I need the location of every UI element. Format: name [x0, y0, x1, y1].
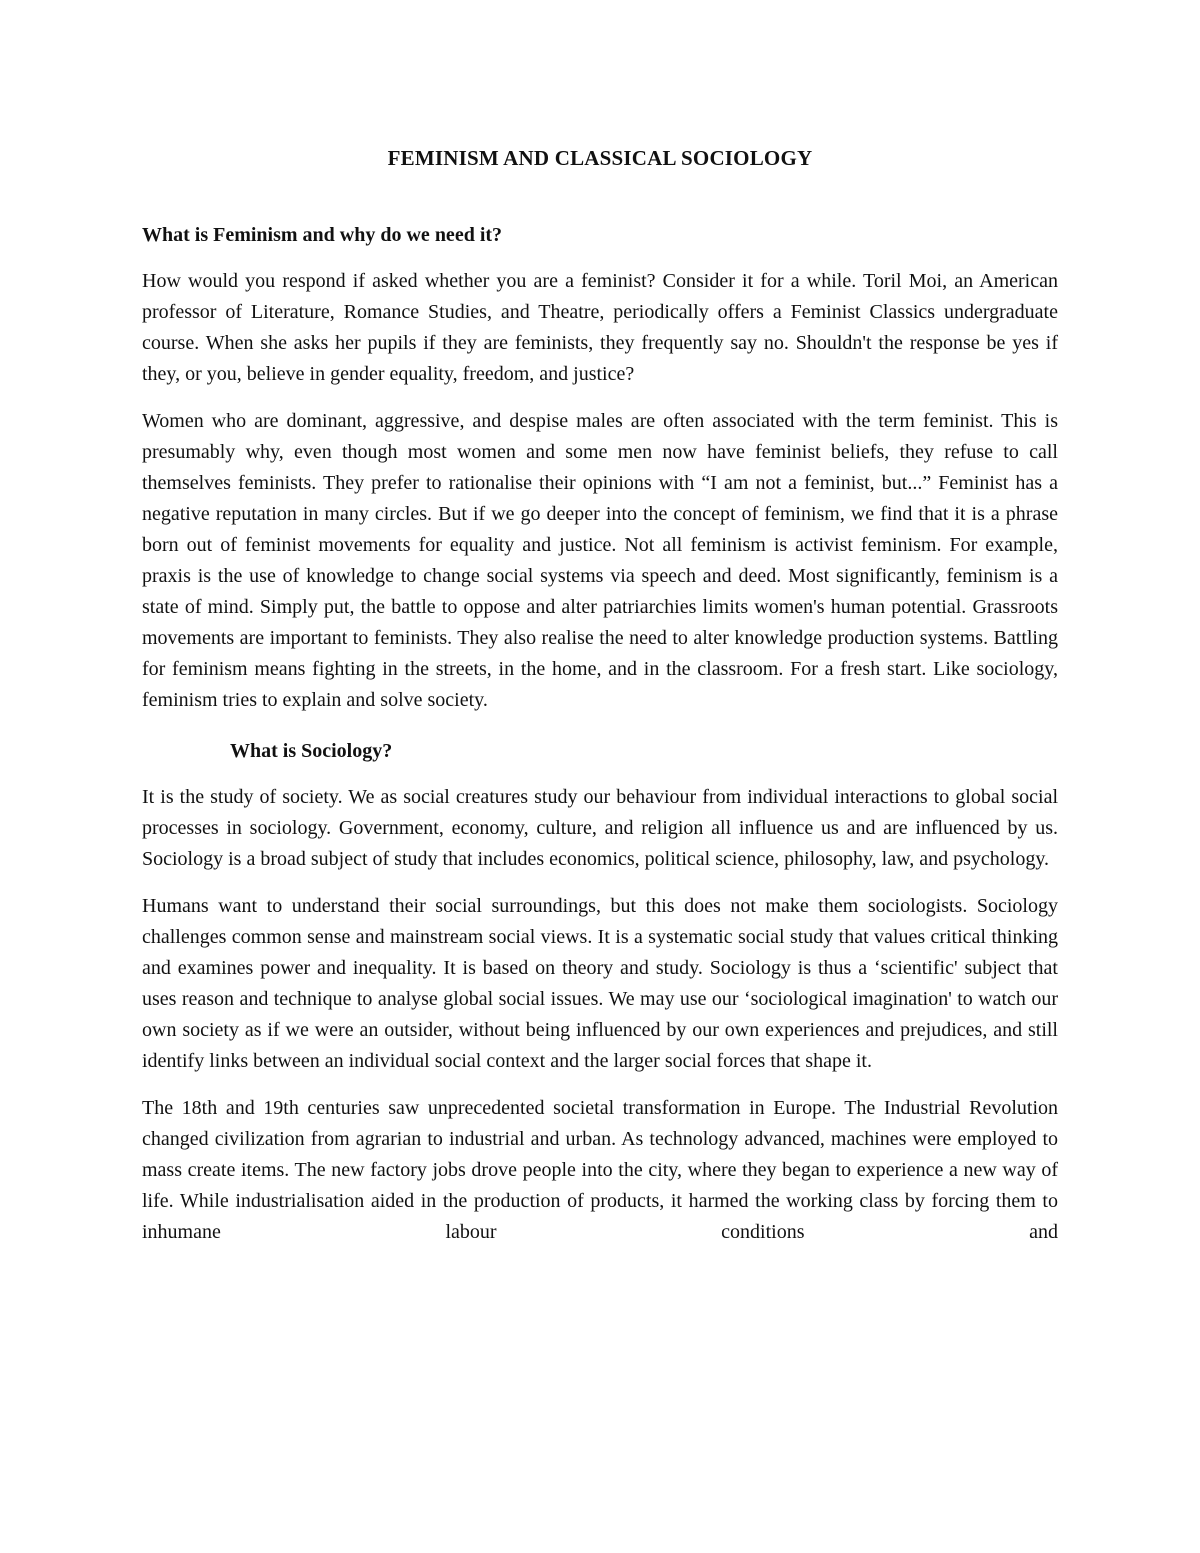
paragraph: How would you respond if asked whether you are a feminist? Consider it for a while. Toril Moi, an American professor of Literature, Romance Studies, and Theatre, periodically offers a Feminist Classics undergraduate course. When she asks her pupils if they are feminists, they frequently say no. Shouldn't the response be yes if they, or you, believe in gender equality, freedom, and justice?	[142, 270, 1058, 385]
paragraph: It is the study of society. We as social creatures study our behaviour from individual interactions to global social processes in sociology. Government, economy, culture, and religion all influence us and are influenced by us. Sociology is a broad subject of study that includes economics, political science, philosophy, law, and psychology.	[142, 786, 1058, 870]
paragraph: Women who are dominant, aggressive, and despise males are often associated with the term feminist. This is presumably why, even though most women and some men now have feminist beliefs, they refuse to call themselves feminists. They prefer to rationalise their opinions with “I am not a feminist, but...” Feminist has a negative reputation in many circles. But if we go deeper into the concept of feminism, we find that it is a phrase born out of feminist movements for equality and justice. Not all feminism is activist feminism. For example, praxis is the use of knowledge to change social systems via speech and deed. Most significantly, feminism is a state of mind. Simply put, the battle to oppose and alter patriarchies limits women's human potential. Grassroots movements are important to feminists. They also realise the need to alter knowledge production systems. Battling for feminism means fighting in the streets, in the home, and in the classroom. For a fresh start. Like sociology, feminism tries to explain and solve society.	[142, 410, 1058, 711]
paragraph: Humans want to understand their social surroundings, but this does not make them sociologists. Sociology challenges common sense and mainstream social views. It is a systematic social study that values critical thinking and examines power and inequality. It is based on theory and study. Sociology is thus a ‘scientific' subject that uses reason and technique to analyse global social issues. We may use our ‘sociological imagination' to watch our own society as if we were an outsider, without being influenced by our own experiences and prejudices, and still identify links between an individual social context and the larger social forces that shape it.	[142, 895, 1058, 1072]
document-body	[142, 143, 1058, 1248]
paragraph: The 18th and 19th centuries saw unprecedented societal transformation in Europe. The Industrial Revolution changed civilization from agrarian to industrial and urban. As technology advanced, machines were employed to mass create items. The new factory jobs drove people into the city, where they began to experience a new way of life. While industrialisation aided in the production of products, it harmed the working class by forcing them to inhumane labour conditions and	[142, 1097, 1058, 1243]
section-heading-feminism: What is Feminism and why do we need it?	[142, 224, 503, 246]
section-heading-sociology: What is Sociology?	[230, 740, 393, 762]
document-title: FEMINISM AND CLASSICAL SOCIOLOGY	[387, 146, 813, 170]
